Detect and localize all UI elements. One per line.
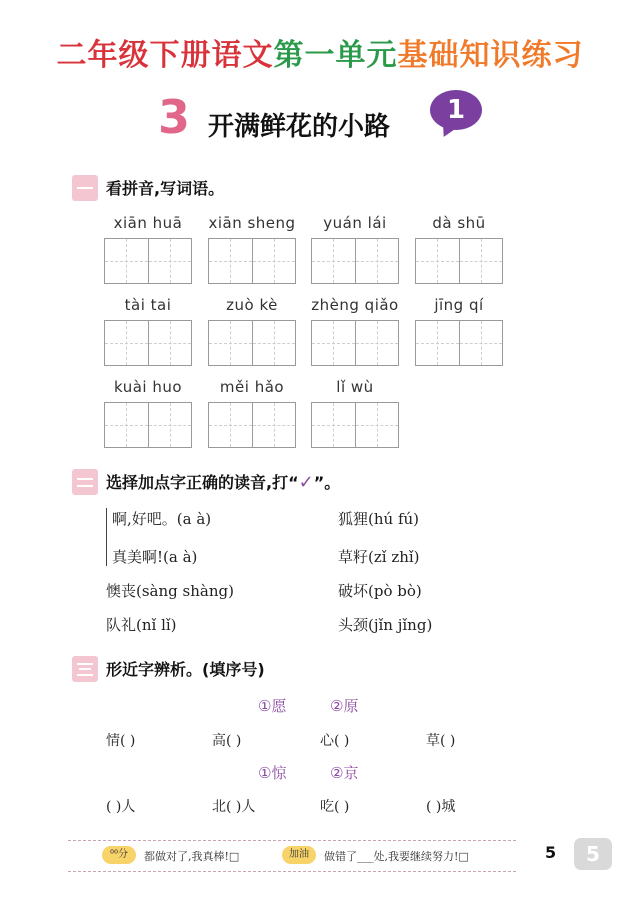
title-part-grade: 二年级下册语文	[56, 38, 274, 73]
section3-number-badge	[72, 656, 98, 682]
option-label: ②京	[330, 764, 359, 782]
section2-instruction	[106, 470, 340, 493]
pinyin-item	[104, 214, 192, 284]
pinyin-label: tài tai	[124, 296, 172, 314]
worksheet-title	[0, 30, 640, 74]
pinyin-item	[311, 378, 399, 448]
pinyin-item	[415, 296, 503, 366]
writing-grid[interactable]	[311, 238, 399, 284]
pinyin-label: měi hǎo	[219, 378, 285, 396]
pinyin-item	[311, 296, 399, 366]
lesson-header	[0, 88, 640, 148]
fill-blank[interactable]: ( )城	[426, 799, 456, 815]
reading-choice[interactable]: 草籽(zǐ zhǐ)	[338, 548, 420, 566]
pinyin-item	[104, 378, 192, 448]
reading-choice[interactable]: 真美啊!(a à)	[112, 548, 198, 566]
section1-number-badge	[72, 175, 98, 201]
option-label: ①愿	[258, 697, 287, 715]
title-part-unit: 第一单元	[273, 38, 398, 73]
writing-grid[interactable]	[104, 238, 192, 284]
pinyin-item	[415, 214, 503, 284]
option-label: ②原	[330, 697, 359, 715]
fill-blank[interactable]: ( )人	[106, 799, 136, 815]
pinyin-label: yuán lái	[323, 214, 387, 232]
pinyin-label: jīng qí	[434, 296, 484, 314]
writing-grid[interactable]	[104, 402, 192, 448]
pinyin-label: lǐ wù	[336, 378, 374, 396]
pinyin-label: xiān huā	[113, 214, 183, 232]
title-part-topic: 基础知识练习	[397, 38, 584, 73]
reading-choice[interactable]: 队礼(nǐ lǐ)	[106, 616, 177, 634]
fill-blank[interactable]: 草( )	[426, 733, 456, 749]
fill-blank[interactable]: 心( )	[320, 733, 350, 749]
fill-blank[interactable]: 吃( )	[320, 799, 350, 815]
option-label: ①惊	[258, 764, 287, 782]
fill-blank[interactable]: 北( )人	[212, 799, 256, 815]
score-badge: ⁰⁰分	[102, 846, 136, 864]
fill-blank[interactable]: 高( )	[212, 733, 242, 749]
lesson-number: 3	[158, 90, 191, 144]
pinyin-label: dà shū	[432, 214, 486, 232]
page-number-badge: 5	[574, 838, 612, 870]
pinyin-item	[208, 296, 296, 366]
pinyin-item	[208, 378, 296, 448]
writing-grid[interactable]	[104, 320, 192, 366]
writing-grid[interactable]	[208, 320, 296, 366]
page-number: 5	[545, 843, 557, 862]
writing-grid[interactable]	[208, 402, 296, 448]
section1-instruction: 看拼音,写词语。	[106, 179, 225, 198]
reading-choice[interactable]: 头颈(jǐn jǐng)	[338, 616, 433, 634]
pinyin-label: xiān sheng	[208, 214, 296, 232]
keep-going-badge: 加油	[282, 846, 316, 864]
pinyin-item	[311, 214, 399, 284]
section2-instruction-prefix: 选择加点字正确的读音,打“	[106, 473, 299, 492]
writing-grid[interactable]	[311, 320, 399, 366]
section2-number-badge	[72, 469, 98, 495]
reading-choice[interactable]: 啊,好吧。(a à)	[112, 510, 212, 528]
writing-grid[interactable]	[415, 320, 503, 366]
section2-instruction-suffix: ”。	[313, 473, 341, 492]
pinyin-label: zhèng qiǎo	[311, 296, 399, 314]
mistakes-text[interactable]: 做错了___处,我要继续努力!□	[324, 850, 469, 863]
section3-instruction: 形近字辨析。(填序号)	[106, 660, 265, 679]
writing-grid[interactable]	[415, 238, 503, 284]
self-assessment-footer	[68, 840, 516, 872]
writing-grid[interactable]	[208, 238, 296, 284]
reading-choice[interactable]: 狐狸(hú fú)	[338, 510, 420, 528]
pinyin-label: zuò kè	[226, 296, 278, 314]
reading-choice[interactable]: 破坏(pò bò)	[338, 582, 422, 600]
all-correct-text[interactable]: 都做对了,我真棒!□	[144, 850, 240, 863]
reading-choice[interactable]: 懊丧(sàng shàng)	[106, 582, 234, 600]
pinyin-item	[104, 296, 192, 366]
lesson-title: 开满鲜花的小路	[208, 112, 391, 142]
pinyin-label: kuài huo	[113, 378, 183, 396]
lesson-badge-bubble: 1	[430, 90, 482, 130]
pinyin-item	[208, 214, 296, 284]
checkmark-icon: ✓	[298, 472, 314, 493]
fill-blank[interactable]: 情( )	[106, 733, 136, 749]
writing-grid[interactable]	[311, 402, 399, 448]
